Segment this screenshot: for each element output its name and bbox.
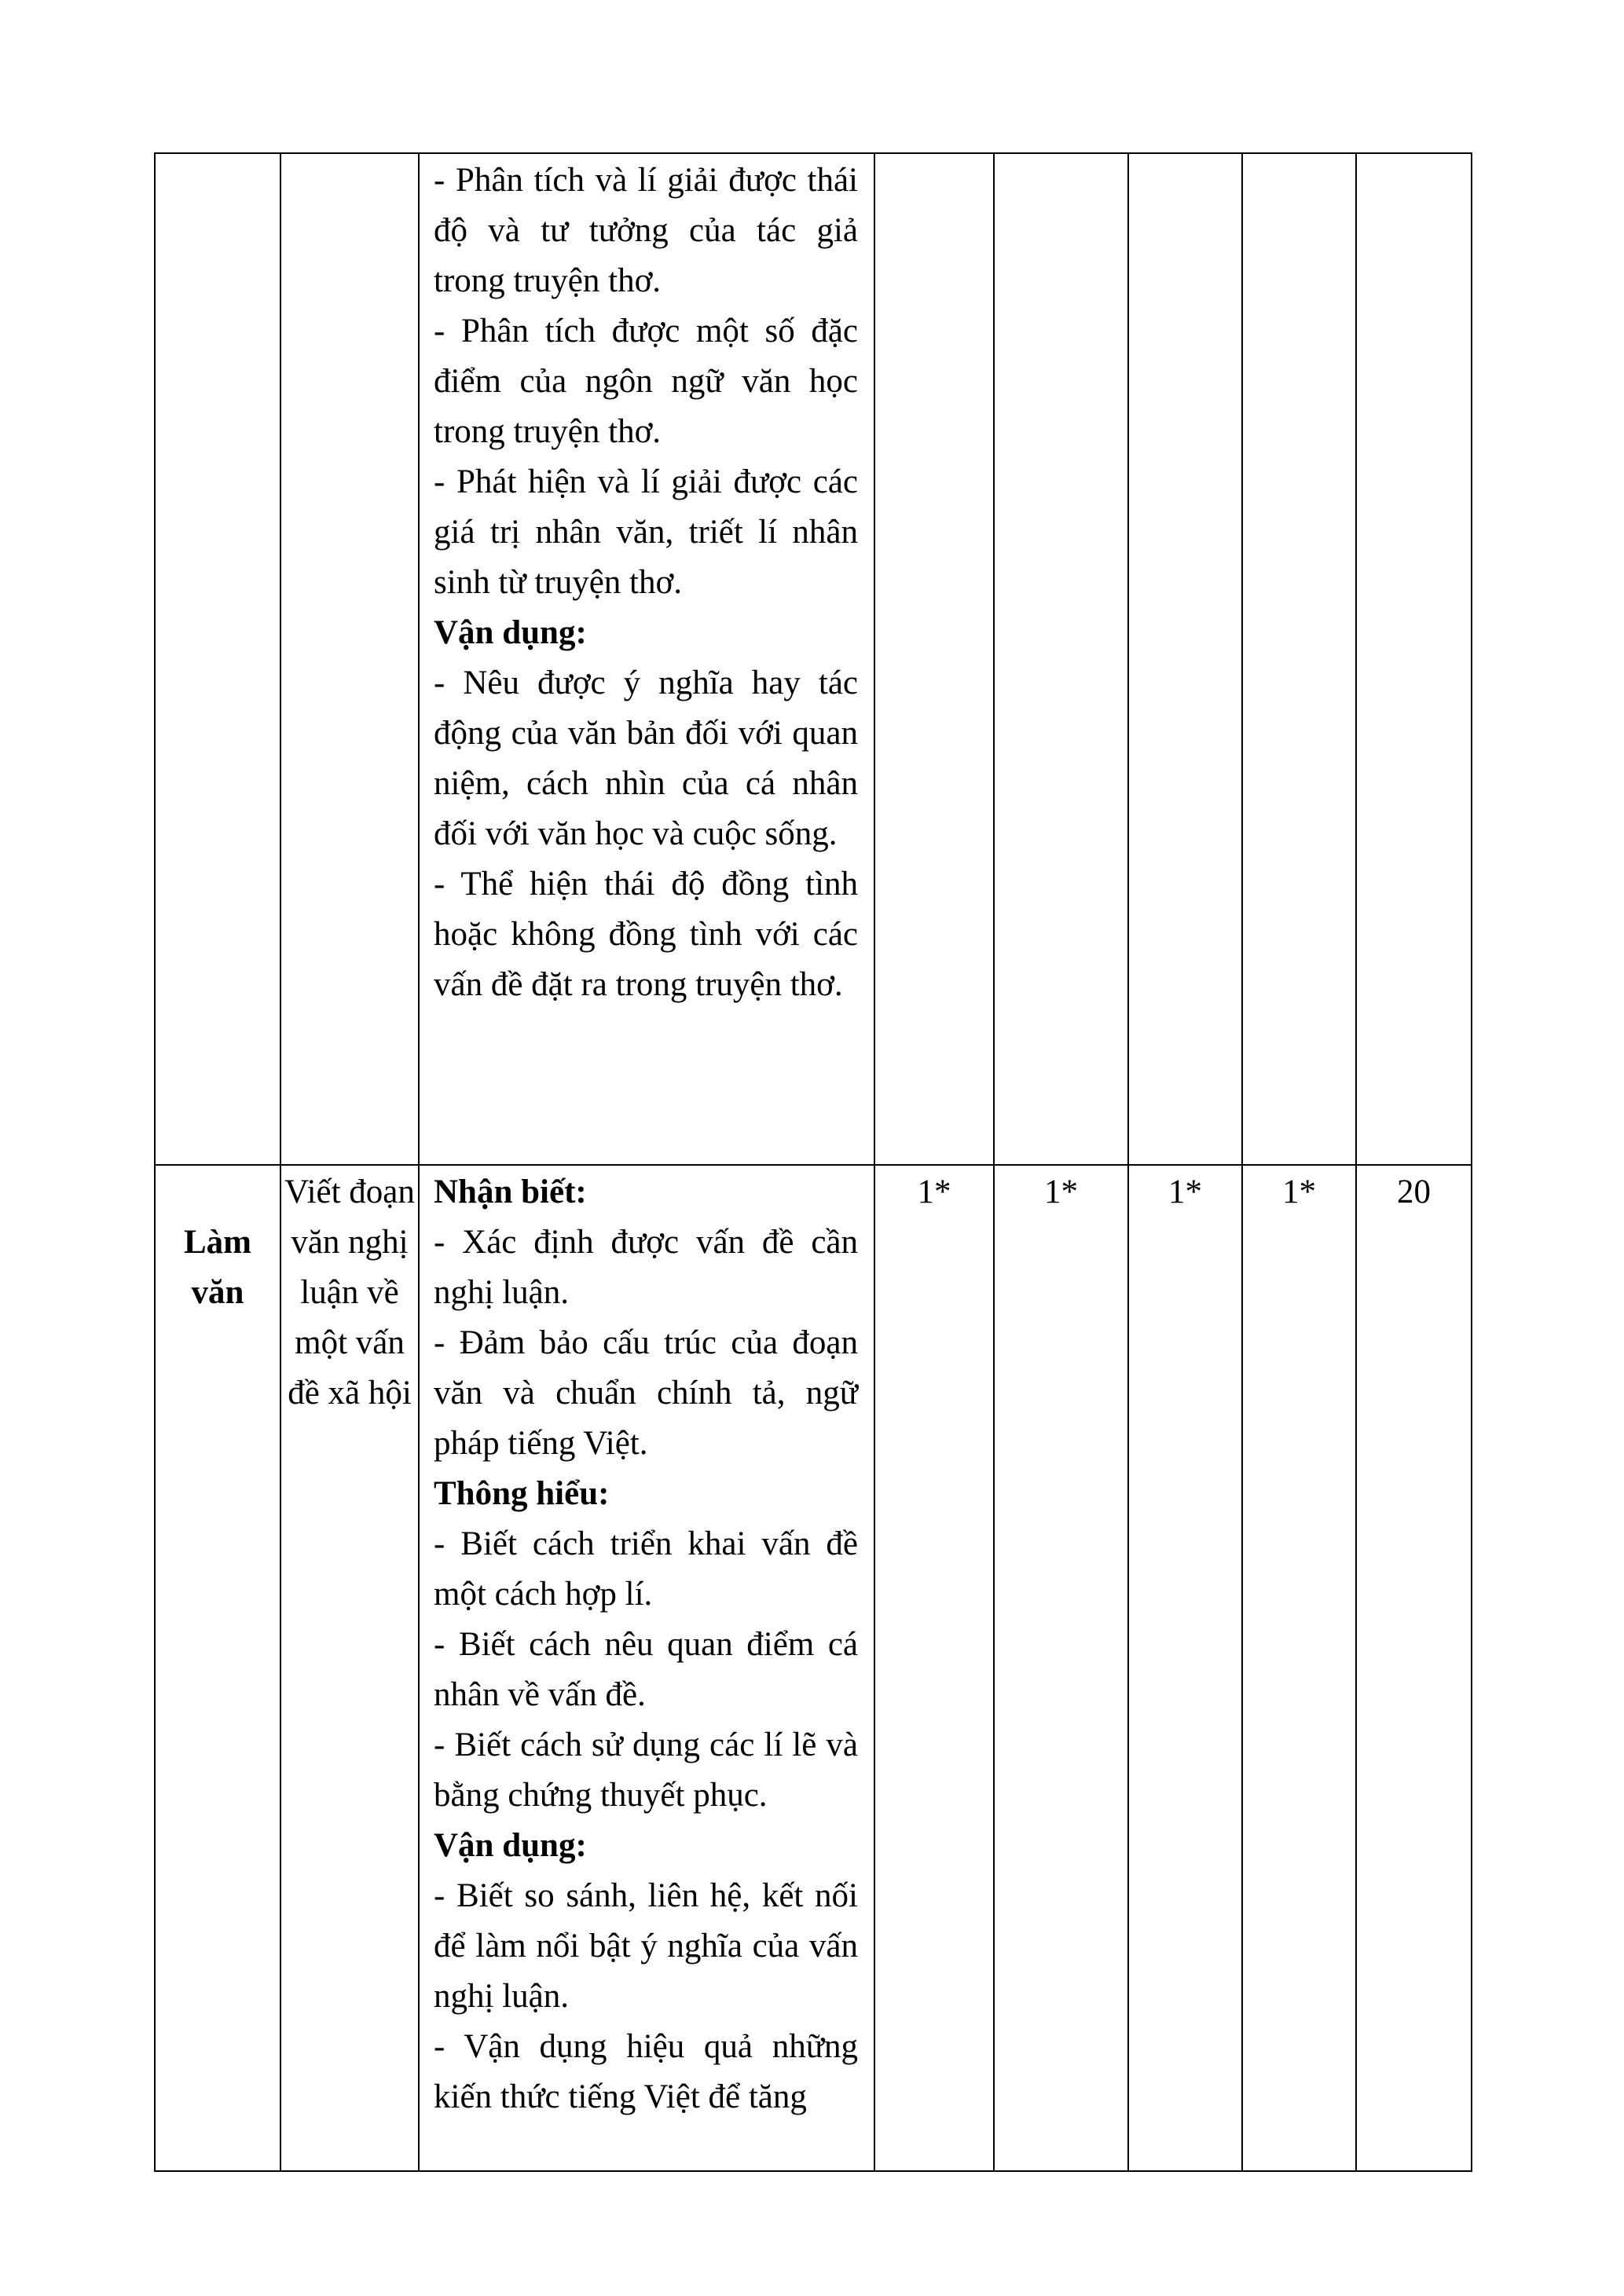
total-cell (1356, 153, 1472, 1165)
mark-cell (874, 153, 994, 1165)
total-cell: 20 (1356, 1165, 1472, 2171)
requirements-cell (419, 153, 874, 1165)
requirement-line: - Biết so sánh, liên hệ, kết nối để làm nổi bật ý nghĩa của vấn nghị luận. (434, 1877, 858, 2015)
matrix-table (154, 152, 1472, 2172)
requirement-line: - Đảm bảo cấu trúc của đoạn văn và chuẩn chính tả, ngữ pháp tiếng Việt. (434, 1324, 858, 1462)
level-heading: Thông hiểu: (434, 1475, 610, 1512)
skill-cell (155, 153, 280, 1165)
mark-cell: 1* (1128, 1165, 1242, 2171)
mark-cell: 1* (874, 1165, 994, 2171)
requirement-line: - Vận dụng hiệu quả những kiến thức tiếng Việt để tăng (434, 2028, 858, 2115)
mark-cell (1128, 153, 1242, 1165)
table-row (155, 153, 1472, 1165)
requirement-line: - Biết cách nêu quan điểm cá nhân về vấn đề. (434, 1626, 858, 1713)
requirement-line: - Thể hiện thái độ đồng tình hoặc không đồng tình với các vấn đề đặt ra trong truyện thơ. (434, 866, 858, 1003)
requirement-line: - Xác định được vấn đề cần nghị luận. (434, 1224, 858, 1311)
unit-cell (280, 153, 419, 1165)
requirements-cell (419, 1165, 874, 2171)
requirement-line: - Phân tích và lí giải được thái độ và tư tưởng của tác giả trong truyện thơ. (434, 162, 858, 299)
requirement-line: - Nêu được ý nghĩa hay tác động của văn bản đối với quan niệm, cách nhìn của cá nhân đối với văn học và cuộc sống. (434, 665, 858, 852)
level-heading: Vận dụng: (434, 1827, 587, 1864)
mark-cell: 1* (1242, 1165, 1356, 2171)
requirement-line: - Biết cách triển khai vấn đề một cách hợp lí. (434, 1525, 858, 1613)
unit-cell: Viết đoạn văn nghị luận về một vấn đề xã hội (280, 1165, 419, 2171)
table-row (155, 1165, 1472, 2171)
level-heading: Vận dụng: (434, 614, 587, 651)
requirement-line: - Phân tích được một số đặc điểm của ngôn ngữ văn học trong truyện thơ. (434, 313, 858, 450)
mark-cell (1242, 153, 1356, 1165)
mark-cell: 1* (994, 1165, 1128, 2171)
level-heading: Nhận biết: (434, 1174, 587, 1210)
skill-cell: Làm văn (155, 1165, 280, 2171)
requirement-line: - Phát hiện và lí giải được các giá trị nhân văn, triết lí nhân sinh từ truyện thơ. (434, 463, 858, 601)
requirement-line: - Biết cách sử dụng các lí lẽ và bằng chứng thuyết phục. (434, 1727, 858, 1814)
mark-cell (994, 153, 1128, 1165)
